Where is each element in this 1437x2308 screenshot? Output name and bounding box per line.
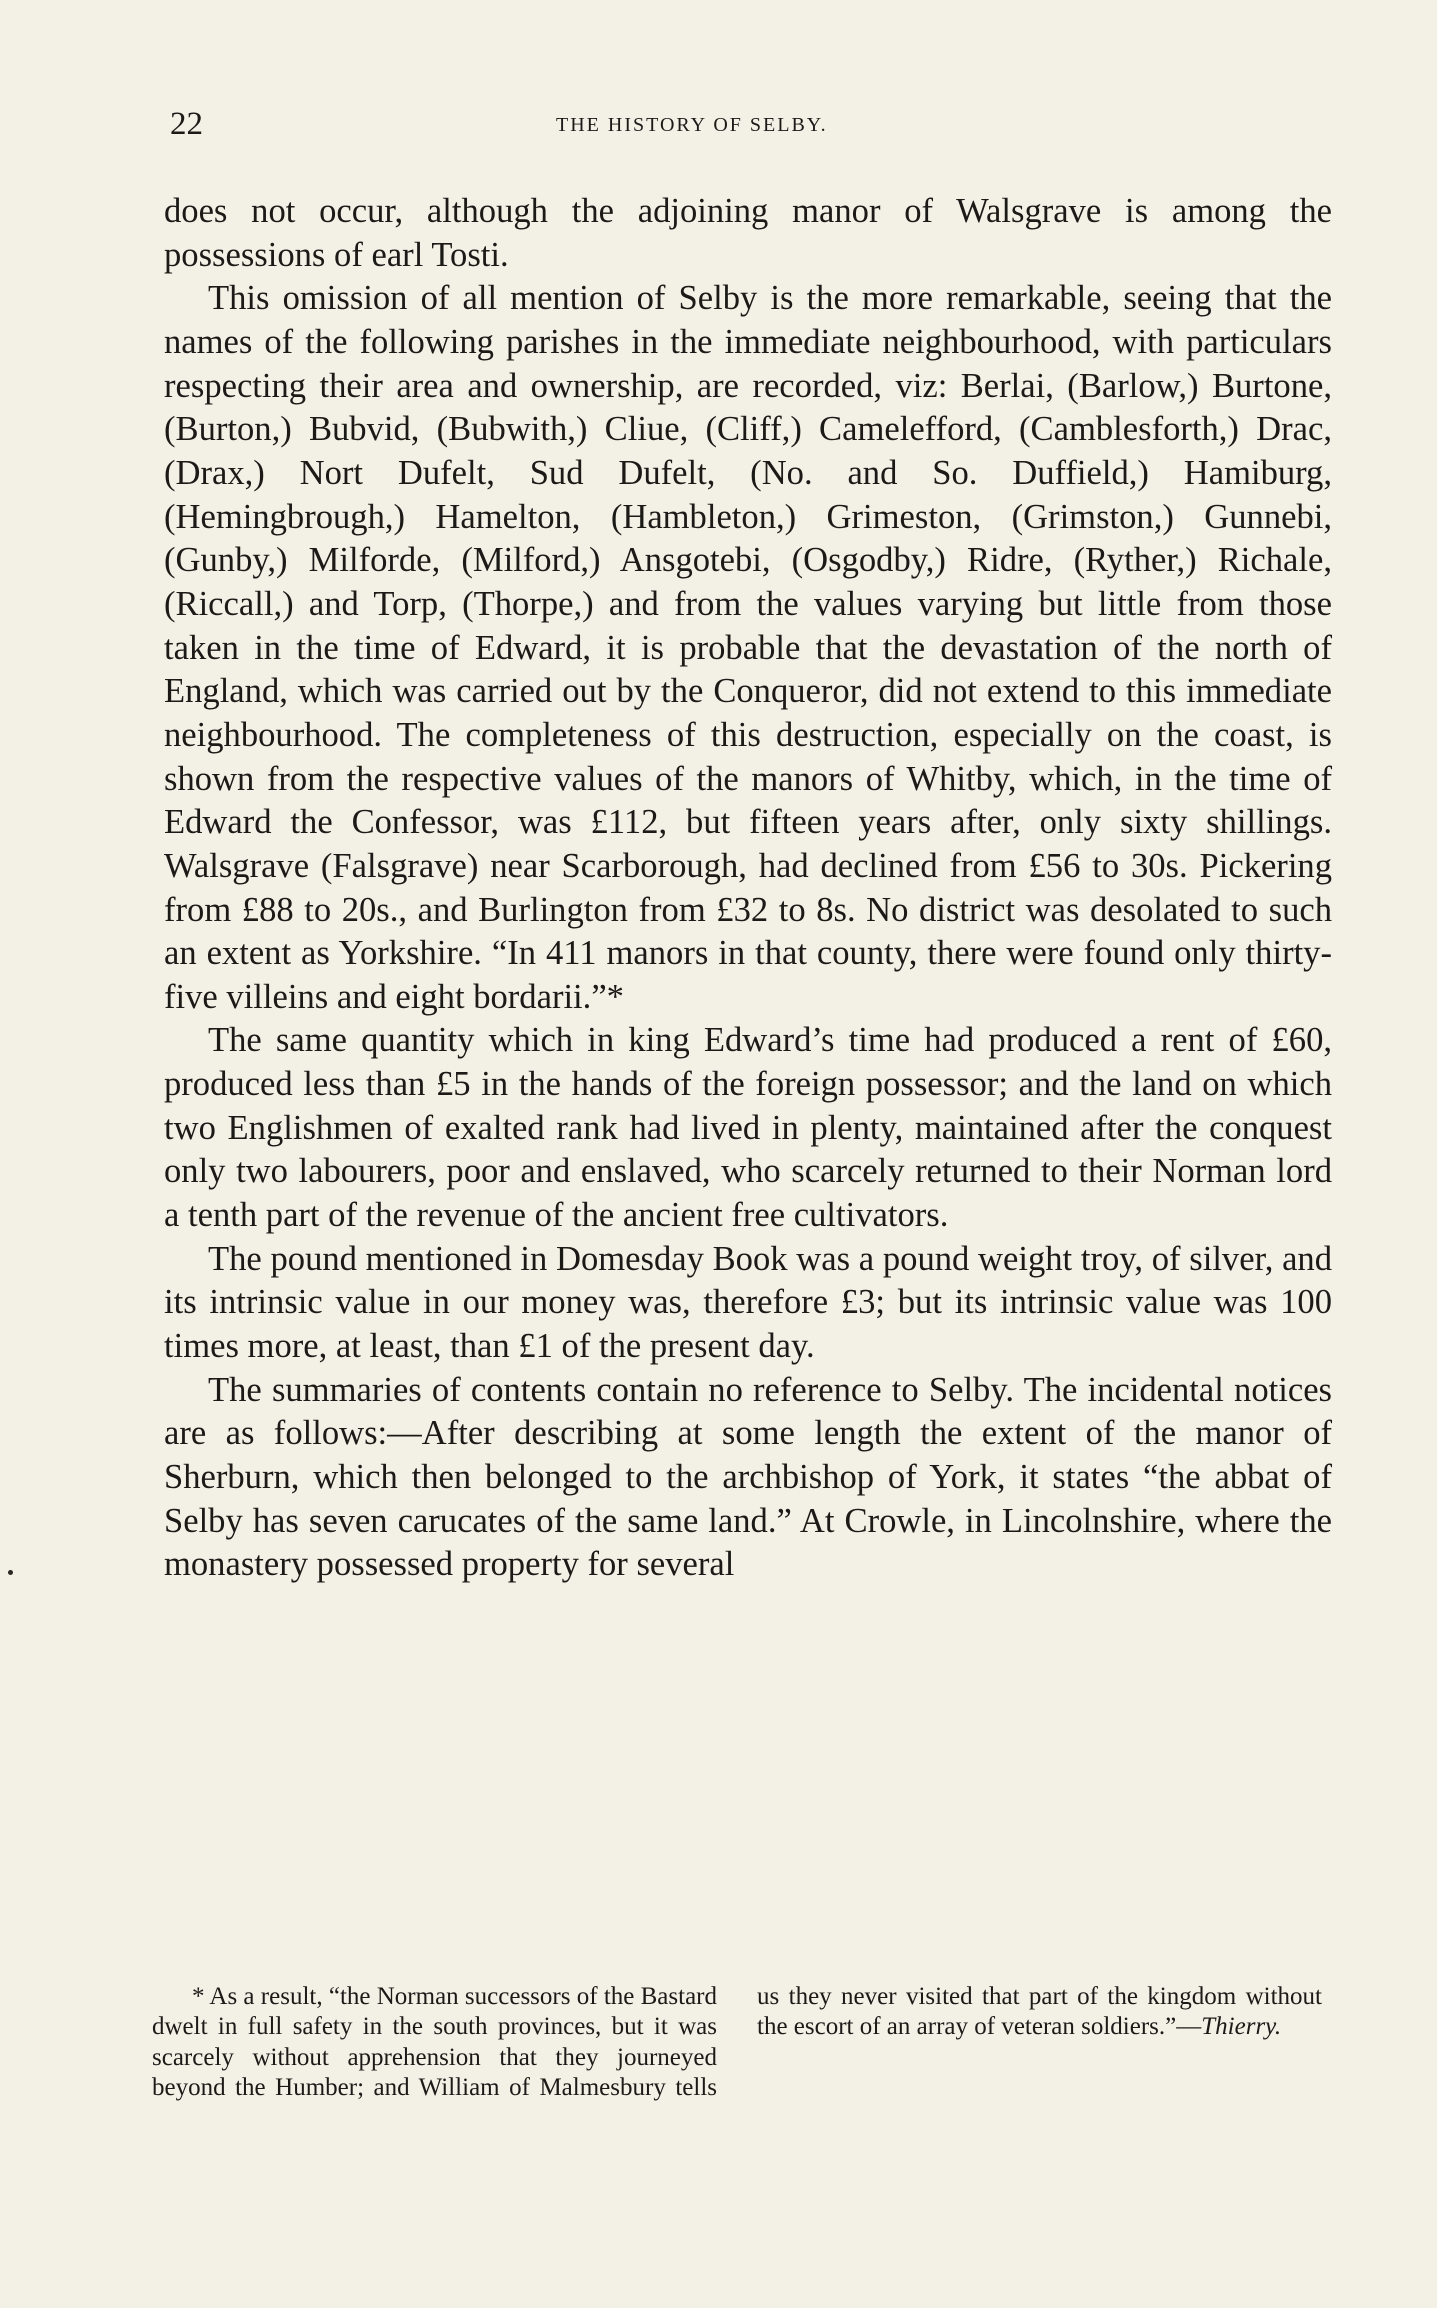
footnote-source: Thierry. bbox=[1201, 2013, 1282, 2041]
running-title: THE HISTORY OF SELBY. bbox=[556, 114, 828, 136]
page-number: 22 bbox=[170, 106, 203, 142]
paragraph-domesday-pound: The pound mentioned in Domesday Book was a pound weight troy, of silver, and its intrinsic value in our money was, therefore £3; but its intrinsic value was 100 times more, at least, than £1 of the present day. bbox=[164, 1239, 1332, 1366]
footnote-text: * As a result, “the Norman successors of the Bastard dwelt in full safety in the south provinces, but it was scarcely without apprehension that they journeyed beyond the Humber; and William of Malmesbury tells us they never visited that part of the kingdom without the escort of an array of veteran soldiers.”— bbox=[152, 1983, 1322, 2102]
paragraph-omission-of-selby: This omission of all mention of Selby is the more remarkable, seeing that the names of the following parishes in the immediate neighbourhood, with particulars respecting their area and ownership, are recorded, viz: Berlai, (Barlow,) Burtone, (Burton,) Bubvid, (Bubwith,) Cliue, (Cliff,) Camelefford, (Camblesforth,) Drac, (Drax,) Nort Dufelt, Sud Dufelt, (No. and So. Duffield,) Hamiburg, (Hemingbrough,) Hamelton, (Hambleton,) Grimeston, (Grimston,) Gunnebi, (Gunby,) Milforde, (Milford,) Ansgotebi, (Osgodby,) Ridre, (Ryther,) Richale, (Riccall,) and Torp, (Thorpe,) and from the values varying but little from those taken in the time of Edward, it is probable that the devastation of the north of England, which was carried out by the Conqueror, did not extend to this immediate neighbourhood. The completeness of this destruction, especially on the coast, is shown from the respective values of the manors of Whitby, which, in the time of Edward the Confessor, was £112, but fifteen years after, only sixty shillings. Walsgrave (Falsgrave) near Scarborough, had declined from £56 to 30s. Pickering from £88 to 20s., and Burlington from £32 to 8s. No district was desolated to such an extent as Yorkshire. “In 411 manors in that county, there were found only thirty-five villeins and eight bordarii.”* bbox=[164, 279, 1332, 1016]
paragraph-continued: does not occur, although the adjoining manor of Walsgrave is among the possessions of earl Tosti. bbox=[164, 192, 1332, 274]
running-head bbox=[170, 104, 1320, 144]
footnote-paragraph bbox=[152, 1982, 1322, 2134]
paragraph-rent-decline: The same quantity which in king Edward’s time had produced a rent of £60, produced less than £5 in the hands of the foreign possessor; and the land on which two Englishmen of exalted rank had lived in plenty, maintained after the conquest only two labourers, poor and enslaved, who scarcely returned to their Norman lord a tenth part of the revenue of the ancient free cultivators. bbox=[164, 1021, 1332, 1235]
paragraph-summaries: The summaries of contents contain no reference to Selby. The incidental notices are as follows:—After describing at some length the extent of the manor of Sherburn, which then belonged to the archbishop of York, it states “the abbat of Selby has seven carucates of the same land.” At Crowle, in Lincolnshire, where the monastery possessed property for several bbox=[164, 1370, 1332, 1584]
footnote bbox=[152, 1982, 1322, 2134]
body-text bbox=[164, 190, 1332, 1587]
ink-speck bbox=[8, 1570, 13, 1575]
